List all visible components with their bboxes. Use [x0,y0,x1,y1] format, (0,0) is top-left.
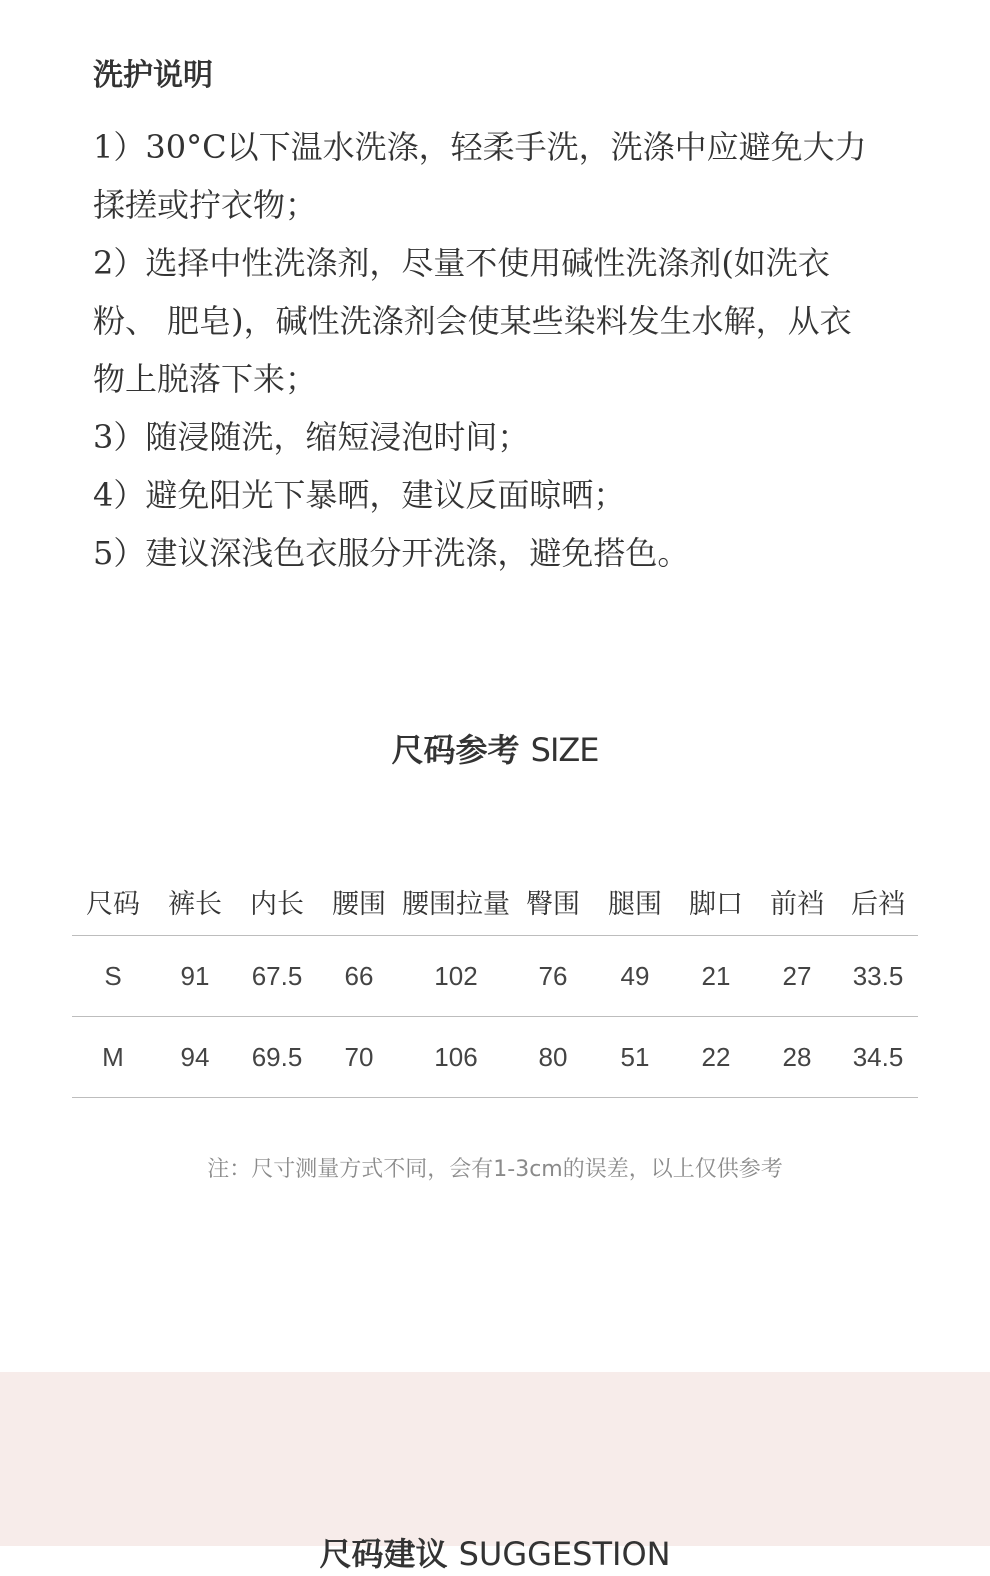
size-table-header-row [72,868,918,936]
column-header-waist-stretch: 腰围拉量 [402,889,510,920]
care-line: 2）选择中性洗涤剂，尽量不使用碱性洗涤剂(如洗衣 [93,244,830,282]
table-cell: 67.5 [251,960,303,991]
table-cell: 49 [620,960,650,991]
column-header-pants-length: 裤长 [168,889,222,920]
table-cell: 94 [180,1041,210,1072]
table-cell: 102 [434,960,478,991]
suggestion-title-cn: 尺码建议 [319,1535,448,1573]
column-header-thigh: 腿围 [608,889,662,920]
column-header-leg-opening: 脚口 [689,889,743,920]
table-cell: 66 [344,960,374,991]
table-cell: 34.5 [852,1041,904,1072]
table-row [72,1017,918,1098]
table-cell: M [102,1041,124,1072]
size-title-en: SIZE [530,731,599,769]
table-cell: 106 [434,1041,478,1072]
column-header-hip: 臀围 [526,889,580,920]
column-header-inseam: 内长 [250,889,304,920]
column-header-back-rise: 后裆 [851,889,905,920]
table-cell: 51 [620,1041,650,1072]
table-cell: S [104,960,122,991]
size-note: 注：尺寸测量方式不同，会有1-3cm的误差，以上仅供参考 [207,1157,783,1182]
size-suggestion-section [0,1372,990,1573]
table-cell: 91 [180,960,210,991]
care-line: 物上脱落下来； [93,360,318,398]
table-cell: 76 [538,960,568,991]
size-title [0,728,990,772]
care-line: 1）30°C以下温水洗涤，轻柔手洗，洗涤中应避免大力 [93,128,867,166]
table-cell: 33.5 [852,960,904,991]
care-line: 3）随浸随洗，缩短浸泡时间； [93,418,530,456]
column-header-front-rise: 前裆 [770,889,824,920]
table-cell: 80 [538,1041,568,1072]
table-cell: 69.5 [251,1041,303,1072]
care-title: 洗护说明 [93,58,213,93]
suggestion-title-en: SUGGESTION [458,1535,671,1573]
column-header-waist: 腰围 [332,889,386,920]
care-instructions-list [93,118,883,582]
care-line: 4）避免阳光下暴晒，建议反面晾晒； [93,476,626,514]
table-cell: 22 [701,1041,731,1072]
size-table [72,868,918,1098]
care-line: 粉、 肥皂)，碱性洗涤剂会使某些染料发生水解，从衣 [93,302,852,340]
care-line: 5）建议深浅色衣服分开洗涤，避免搭色。 [93,534,690,572]
table-row [72,936,918,1017]
column-header-size: 尺码 [86,889,140,920]
size-title-cn: 尺码参考 [391,731,520,769]
table-cell: 27 [782,960,812,991]
table-cell: 70 [344,1041,374,1072]
suggestion-title [0,1532,990,1576]
table-cell: 21 [701,960,731,991]
care-line: 揉搓或拧衣物； [93,186,318,224]
table-cell: 28 [782,1041,812,1072]
